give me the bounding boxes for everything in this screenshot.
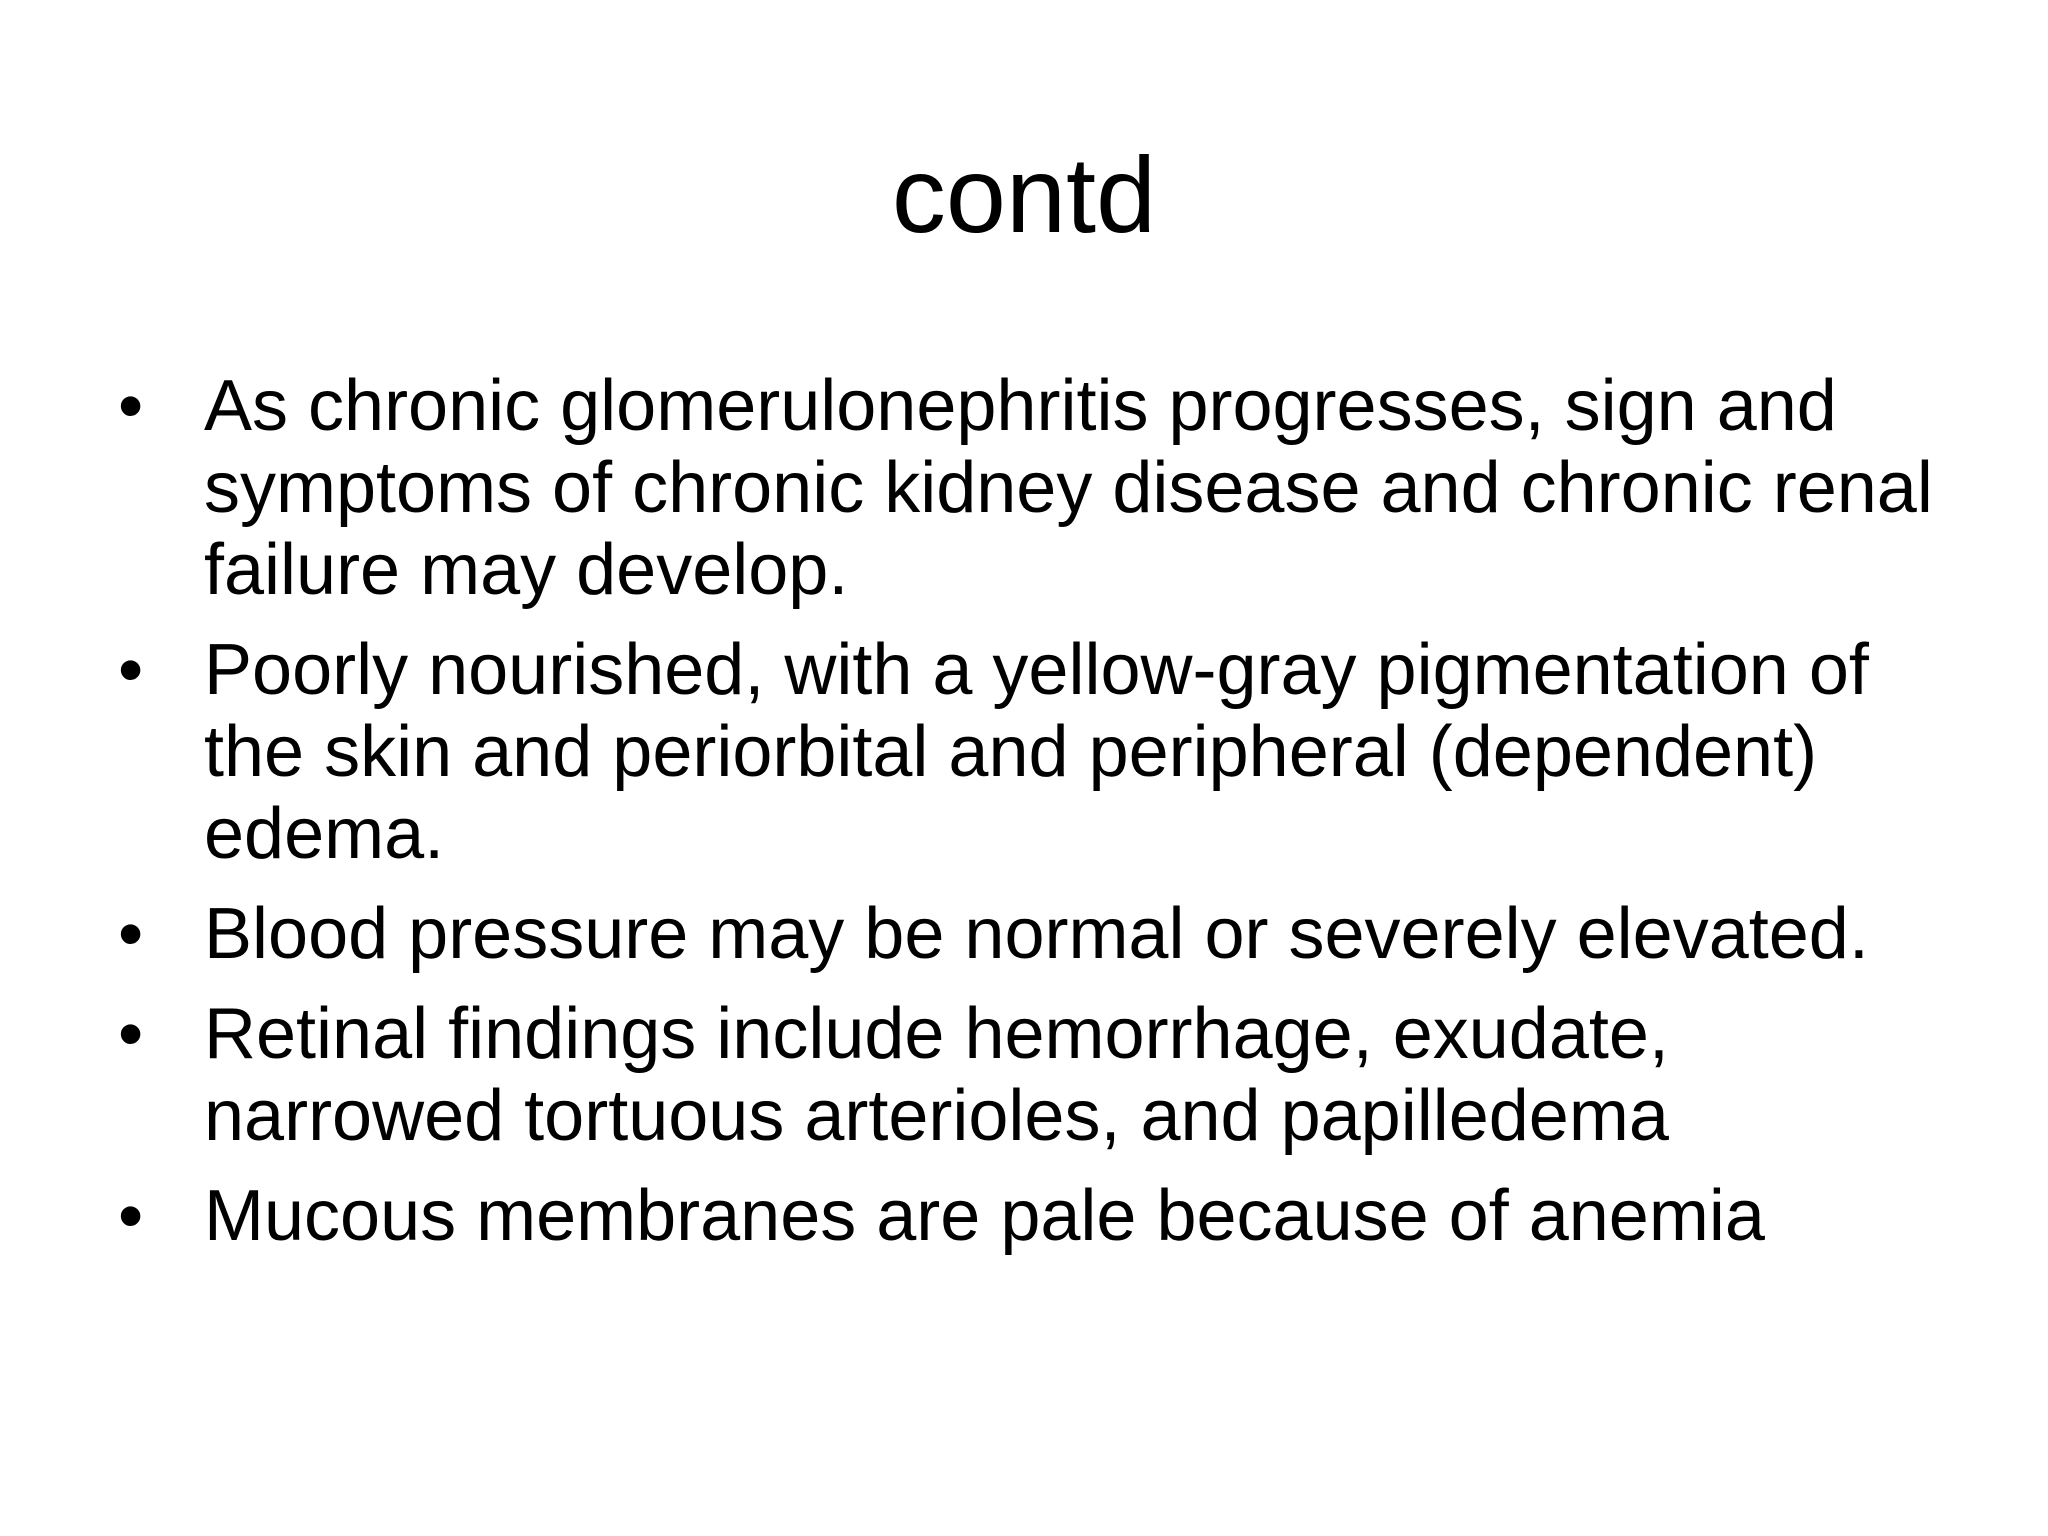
bullet-dot-icon: • xyxy=(118,630,144,710)
bullet-list xyxy=(118,365,1948,1275)
bullet-text: Blood pressure may be normal or severely elevated. xyxy=(204,894,1869,974)
bullet-dot-icon: • xyxy=(118,894,144,974)
bullet-text: As chronic glomerulonephritis progresses, sign and symptoms of chronic kidney disease and chronic renal failure may develop. xyxy=(204,366,1933,610)
bullet-item-1 xyxy=(118,365,1948,611)
bullet-dot-icon: • xyxy=(118,994,144,1074)
slide-title: contd xyxy=(891,134,1157,255)
bullet-text: Mucous membranes are pale because of anemia xyxy=(204,1176,1765,1256)
bullet-item-5 xyxy=(118,1175,1948,1257)
bullet-dot-icon: • xyxy=(118,1176,144,1256)
bullet-text: Retinal findings include hemorrhage, exudate, narrowed tortuous arterioles, and papilledema xyxy=(204,994,1669,1156)
bullet-item-3 xyxy=(118,893,1948,975)
bullet-item-4 xyxy=(118,993,1948,1157)
bullet-dot-icon: • xyxy=(118,366,144,446)
bullet-item-2 xyxy=(118,629,1948,875)
bullet-text: Poorly nourished, with a yellow-gray pigmentation of the skin and periorbital and peripheral (dependent) edema. xyxy=(204,630,1869,874)
